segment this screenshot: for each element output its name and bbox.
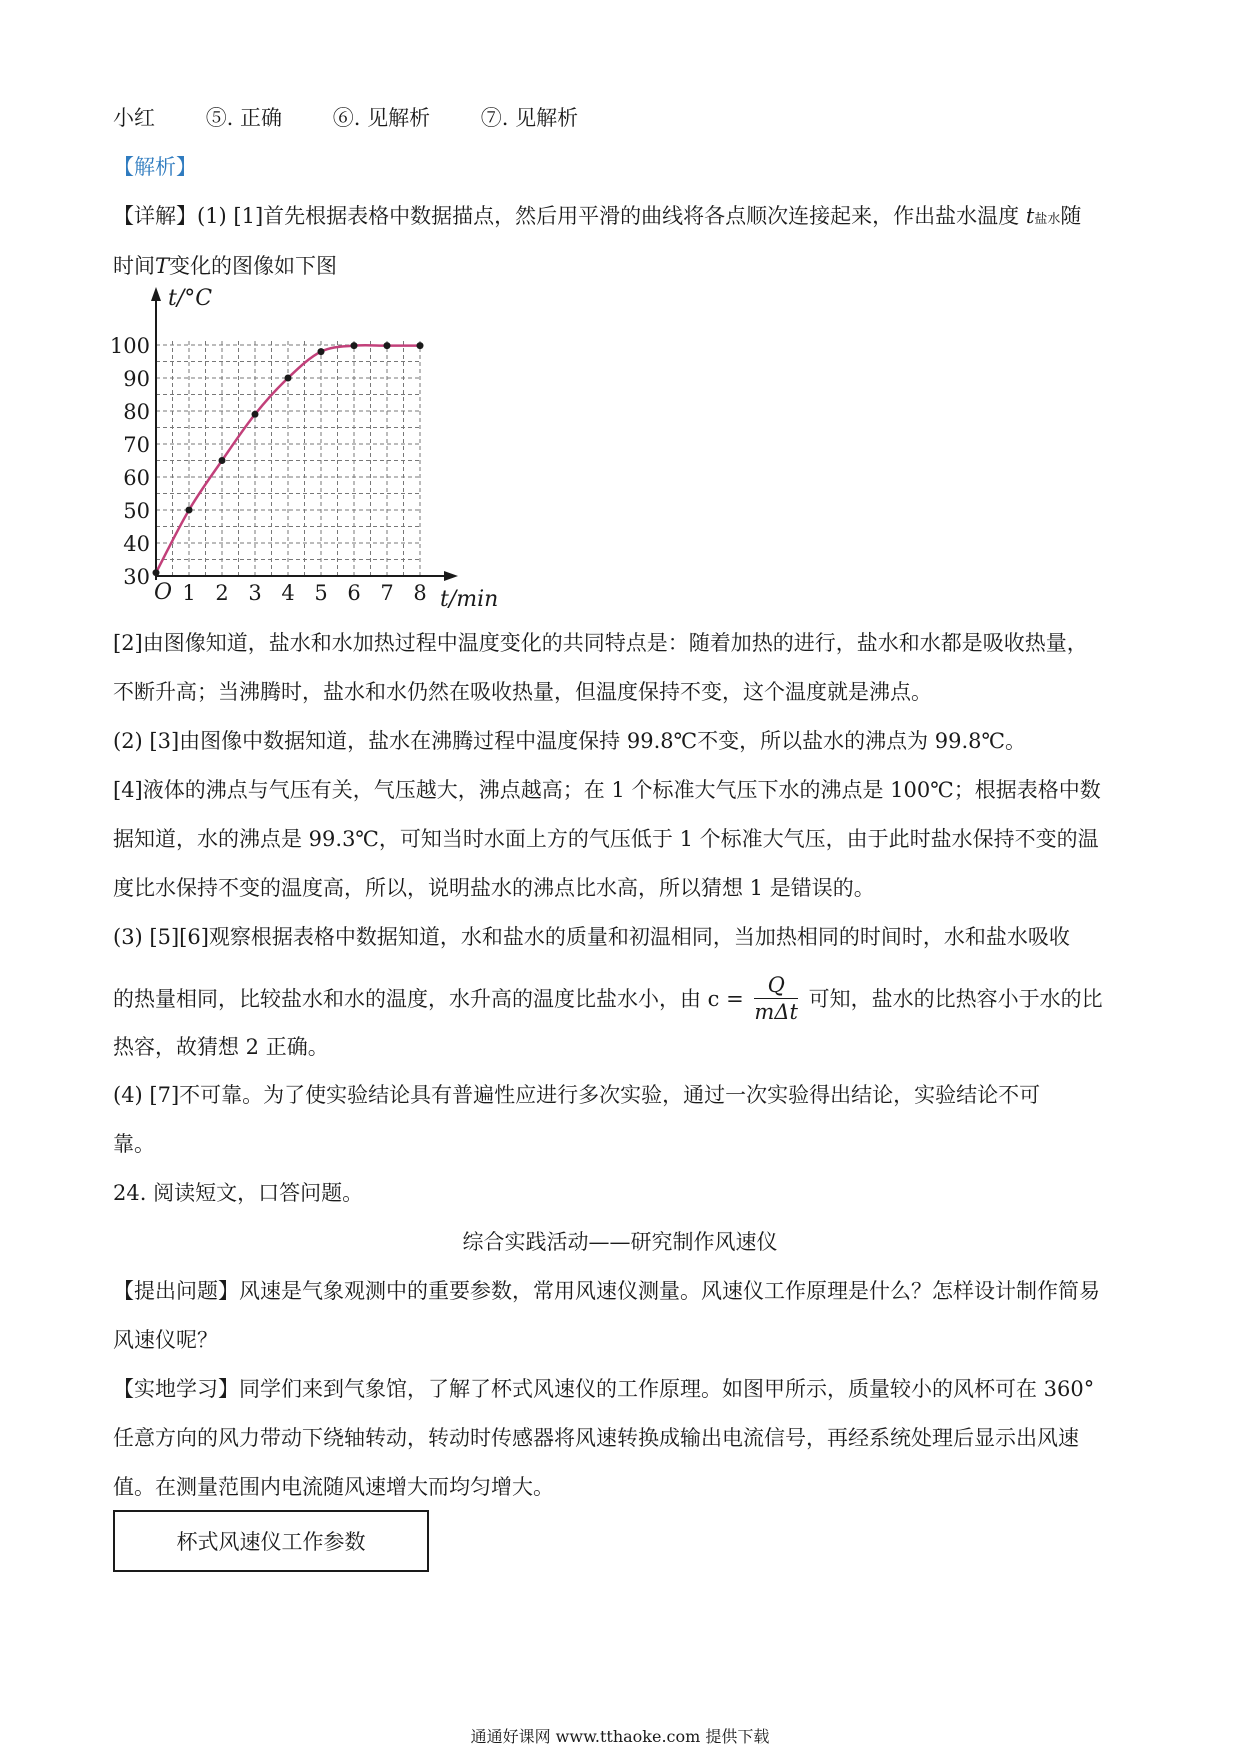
data-point — [186, 507, 193, 514]
y-axis-label: t/°C — [168, 286, 213, 311]
paragraph-line: (2) [3]由图像中数据知道，盐水在沸腾过程中温度保持 99.8℃不变，所以盐水的沸点为 99.8℃。 — [113, 729, 1027, 753]
paragraph-line: (4) [7]不可靠。为了使实验结论具有普遍性应进行多次实验，通过一次实验得出结论，实验结论不可 — [113, 1083, 1041, 1107]
analysis-label: 【解析】 — [113, 155, 197, 179]
paragraph-line: 【提出问题】风速是气象观测中的重要参数，常用风速仪测量。风速仪工作原理是什么？怎样设计制作简易 — [113, 1279, 1100, 1303]
y-tick-label: 50 — [123, 499, 150, 523]
table-title: 杯式风速仪工作参数 — [176, 1530, 366, 1554]
data-point — [219, 457, 226, 464]
y-axis-arrow — [151, 287, 161, 301]
paragraph-line: 据知道，水的沸点是 99.3℃，可知当时水面上方的气压低于 1 个标准大气压，由于此时盐水保持不变的温 — [113, 827, 1099, 851]
x-tick-label: 2 — [215, 581, 229, 605]
paragraph-line: 靠。 — [113, 1132, 155, 1156]
x-axis-arrow — [444, 571, 458, 581]
paragraph-line: (3) [5][6]观察根据表格中数据知道，水和盐水的质量和初温相同，当加热相同的时间时，水和盐水吸收 — [113, 925, 1070, 949]
y-tick-label: 30 — [123, 565, 150, 589]
footer: 通通好课网 www.tthaoke.com 提供下载 — [470, 1727, 770, 1746]
data-point — [384, 342, 391, 349]
x-tick-label: 3 — [248, 581, 262, 605]
table-title-box — [113, 1510, 429, 1572]
detail-text-end: 随 — [1060, 204, 1082, 228]
answer-item: ⑦. 见解析 — [480, 106, 579, 130]
article-title: 综合实践活动——研究制作风速仪 — [462, 1230, 778, 1254]
x-tick-label: 7 — [380, 581, 394, 605]
paragraph-line: 度比水保持不变的温度高，所以，说明盐水的沸点比水高，所以猜想 1 是错误的。 — [113, 876, 875, 900]
origin-label: O — [154, 580, 173, 605]
answer-item: 小红 — [113, 106, 155, 130]
x-axis-label: t/min — [440, 587, 499, 612]
temperature-time-chart — [104, 283, 504, 623]
answer-item: ⑤. 正确 — [205, 106, 283, 130]
specific-heat-formula — [754, 972, 798, 1025]
data-point — [318, 348, 325, 355]
answer-row — [113, 104, 622, 132]
question-24: 24. 阅读短文，口答问题。 — [113, 1181, 364, 1205]
x-tick-label: 5 — [314, 581, 328, 605]
data-point — [252, 411, 259, 418]
x-tick-label: 8 — [413, 581, 427, 605]
paragraph-line: 不断升高；当沸腾时，盐水和水仍然在吸收热量，但温度保持不变，这个温度就是沸点。 — [113, 680, 932, 704]
y-tick-label: 90 — [123, 367, 150, 391]
paragraph-line: 热容，故猜想 2 正确。 — [113, 1035, 329, 1059]
detail-text: 时间 — [113, 254, 155, 278]
x-tick-label: 1 — [182, 581, 196, 605]
temp-variable: t — [1025, 204, 1035, 228]
x-tick-label: 4 — [281, 581, 295, 605]
paragraph-line: 任意方向的风力带动下绕轴转动，转动时传感器将风速转换成输出电流信号，再经系统处理后显示出风速 — [113, 1426, 1079, 1450]
data-point — [285, 375, 292, 382]
x-tick-label: 6 — [347, 581, 361, 605]
y-tick-label: 40 — [123, 532, 150, 556]
formula-numerator: Q — [754, 972, 798, 999]
paragraph-line: 值。在测量范围内电流随风速增大而均匀增大。 — [113, 1475, 554, 1499]
temp-subscript: 盐水 — [1034, 212, 1061, 227]
y-tick-label: 80 — [123, 400, 150, 424]
detail-line-1 — [113, 202, 1081, 234]
formula-denominator: mΔt — [754, 1000, 798, 1024]
formula-lead-text: 的热量相同，比较盐水和水的温度，水升高的温度比盐水小，由 c = — [113, 987, 744, 1011]
answer-item: ⑥. 见解析 — [332, 106, 431, 130]
paragraph-line: [2]由图像知道，盐水和水加热过程中温度变化的共同特点是：随着加热的进行，盐水和水都是吸收热量， — [113, 631, 1088, 655]
formula-tail-text: 可知，盐水的比热容小于水的比 — [808, 987, 1103, 1011]
formula-line — [113, 974, 1103, 1027]
y-tick-label: 70 — [123, 433, 150, 457]
y-tick-label: 100 — [109, 334, 150, 358]
detail-text: 【详解】(1) [1]首先根据表格中数据描点，然后用平滑的曲线将各点顺次连接起来，作出盐水温度 — [113, 204, 1020, 228]
paragraph-line: 风速仪呢？ — [113, 1328, 218, 1352]
data-point — [351, 342, 358, 349]
y-tick-label: 60 — [123, 466, 150, 490]
data-point — [153, 569, 160, 576]
paragraph-line: [4]液体的沸点与气压有关，气压越大，沸点越高；在 1 个标准大气压下水的沸点是 100℃；根据表格中数 — [113, 778, 1101, 802]
data-point — [417, 342, 424, 349]
detail-line-2 — [113, 252, 337, 280]
paragraph-line: 【实地学习】同学们来到气象馆，了解了杯式风速仪的工作原理。如图甲所示，质量较小的风杯可在 360° — [113, 1377, 1095, 1401]
detail-text: 变化的图像如下图 — [169, 254, 338, 278]
time-variable: T — [155, 254, 170, 278]
